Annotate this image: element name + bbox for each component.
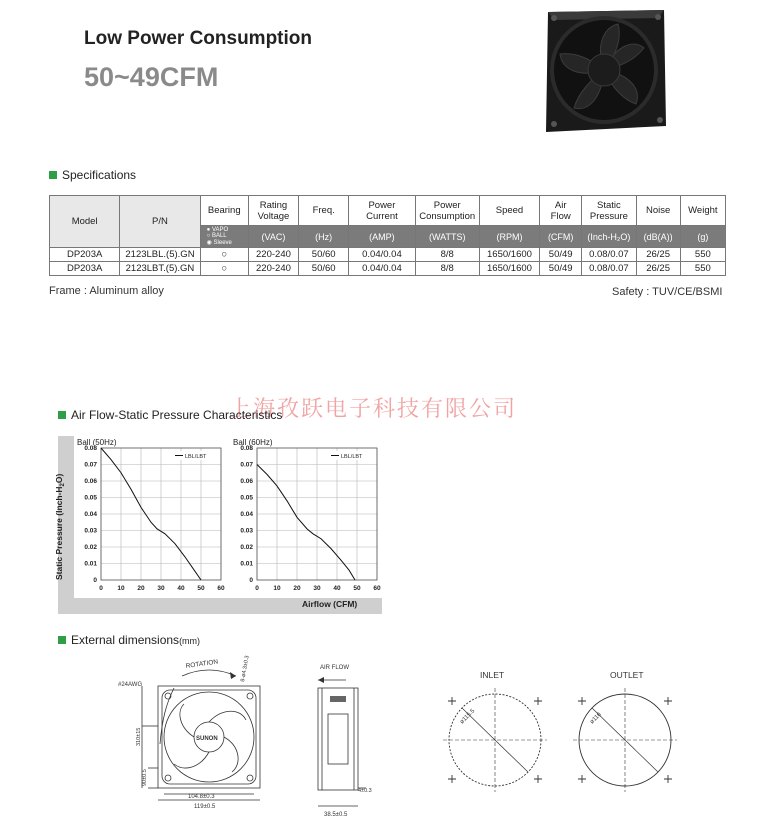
y-tick-label: 0.06: [84, 478, 97, 485]
inlet-drawing: [440, 666, 550, 800]
x-tick-label: 30: [313, 585, 321, 592]
unit-airflow: (CFM): [540, 226, 582, 248]
spec-header-row: [50, 196, 726, 226]
company-watermark: 上海孜跃电子科技有限公司: [229, 396, 518, 421]
pressure-charts: [56, 430, 382, 614]
col-consumption: Power Consumption: [415, 196, 479, 226]
x-tick-label: 30: [157, 585, 165, 592]
x-tick-label: 40: [177, 585, 185, 592]
x-tick-label: 20: [293, 585, 301, 592]
x-tick-label: 50: [353, 585, 361, 592]
x-tick-label: 0: [255, 585, 259, 592]
y-tick-label: 0.05: [240, 494, 253, 502]
air-flow-label: AIR FLOW: [320, 665, 350, 671]
col-pressure: Static Pressure: [582, 196, 636, 226]
x-tick-label: 50: [197, 585, 205, 592]
fan-hub: [588, 54, 620, 86]
thickness-label: 4±0.3: [358, 788, 372, 794]
bullet-square-icon: [49, 171, 57, 179]
col-speed: Speed: [479, 196, 539, 226]
chart-title: Ball (50Hz): [77, 438, 117, 447]
chart-area: [56, 430, 382, 619]
col-pn: P/N: [120, 196, 200, 248]
table-row: DP203A 2123LBT.(5).GN ○ 220-240 50/60 0.04/0.04 8/8 1650/1600 50/49 0.08/0.07 26/25 550: [50, 262, 726, 276]
lead-length-label: 310±15: [136, 727, 142, 746]
y-tick-label: 0.07: [240, 461, 253, 469]
bullet-square-icon: [58, 411, 66, 419]
hole-label: 8-ø4.3±0.3: [240, 655, 251, 683]
x-axis-label: Airflow (CFM): [302, 599, 358, 609]
unit-weight: (g): [680, 226, 725, 248]
unit-speed: (RPM): [479, 226, 539, 248]
col-noise: Noise: [636, 196, 680, 226]
dims-heading: External dimensions(mm): [58, 633, 200, 647]
awg-label: #24AWG: [118, 682, 143, 688]
y-tick-label: 0.07: [84, 461, 97, 469]
bullet-square-icon: [58, 636, 66, 644]
specifications-heading: Specifications: [49, 168, 136, 182]
spec-table: [49, 195, 726, 276]
y-tick-label: 0.01: [84, 560, 97, 568]
col-model: Model: [50, 196, 120, 248]
outlet-diameter: ø116: [589, 711, 603, 726]
unit-noise: (dB(A)): [636, 226, 680, 248]
y-tick-label: 0: [249, 577, 253, 584]
col-weight: Weight: [680, 196, 725, 226]
page-title: Low Power Consumption: [84, 28, 312, 49]
x-tick-label: 0: [99, 585, 103, 592]
col-voltage: Rating Voltage: [248, 196, 298, 226]
outlet-drawing: [570, 666, 680, 800]
x-tick-label: 60: [373, 585, 381, 592]
x-tick-label: 40: [333, 585, 341, 592]
hole-spacing-h-label: 104.8±0.3: [188, 794, 215, 800]
x-tick-label: 10: [273, 585, 281, 592]
legend-label: LBL/LBT: [185, 454, 207, 460]
front-view-drawing: [112, 648, 280, 819]
y-tick-label: 0.01: [240, 560, 253, 568]
col-freq: Freq.: [299, 196, 349, 226]
depth-label: 38.5±0.5: [324, 812, 348, 818]
y-tick-label: 0.08: [84, 445, 97, 452]
table-row: DP203A 2123LBL.(5).GN ○ 220-240 50/60 0.04/0.04 8/8 1650/1600 50/49 0.08/0.07 26/25 550: [50, 248, 726, 262]
safety-note: Safety : TUV/CE/BSMI: [612, 286, 723, 298]
unit-voltage: (VAC): [248, 226, 298, 248]
inlet-label: INLET: [480, 670, 505, 680]
x-tick-label: 20: [137, 585, 145, 592]
y-tick-label: 0.08: [240, 445, 253, 452]
unit-current: (AMP): [349, 226, 415, 248]
y-tick-label: 0.03: [84, 527, 97, 535]
y-tick-label: 0.04: [84, 511, 97, 518]
airflow-headline: 50~49CFM: [84, 62, 219, 92]
y-tick-label: 0.02: [240, 544, 253, 551]
x-tick-label: 10: [117, 585, 125, 592]
y-tick-label: 0.03: [240, 527, 253, 535]
x-tick-label: 60: [217, 585, 225, 592]
y-tick-label: 0.02: [84, 544, 97, 551]
chart-title: Ball (60Hz): [233, 438, 273, 447]
y-tick-label: 0.04: [240, 511, 253, 518]
brand-label: SUNON: [196, 736, 218, 742]
outlet-label: OUTLET: [610, 670, 644, 680]
col-airflow: Air Flow: [540, 196, 582, 226]
frame-note: Frame : Aluminum alloy: [49, 285, 164, 297]
rotation-label: ROTATION: [185, 658, 219, 670]
y-tick-label: 0.05: [84, 494, 97, 502]
inlet-diameter: ø115.5: [459, 708, 477, 726]
side-view-drawing: [306, 656, 386, 819]
unit-freq: (Hz): [299, 226, 349, 248]
y-tick-label: 0: [93, 577, 97, 584]
unit-consumption: (WATTS): [415, 226, 479, 248]
col-current: Power Current: [349, 196, 415, 226]
col-bearing: Bearing: [200, 196, 248, 226]
fan-photo: [540, 8, 670, 136]
unit-pressure: (Inch-H₂O): [582, 226, 636, 248]
y-tick-label: 0.06: [240, 478, 253, 485]
bearing-options: ● VAPO ○ BALL ◉ Sleeve: [200, 226, 248, 248]
charts-heading: Air Flow-Static Pressure Characteristics: [58, 408, 282, 422]
legend-label: LBL/LBT: [341, 454, 363, 460]
frame-width-label: 119±0.5: [194, 804, 216, 810]
hole-spacing-v-label: 90±0.5: [142, 769, 148, 786]
y-axis-label: Static Pressure $(Inch-H_2O)$: [54, 473, 66, 580]
